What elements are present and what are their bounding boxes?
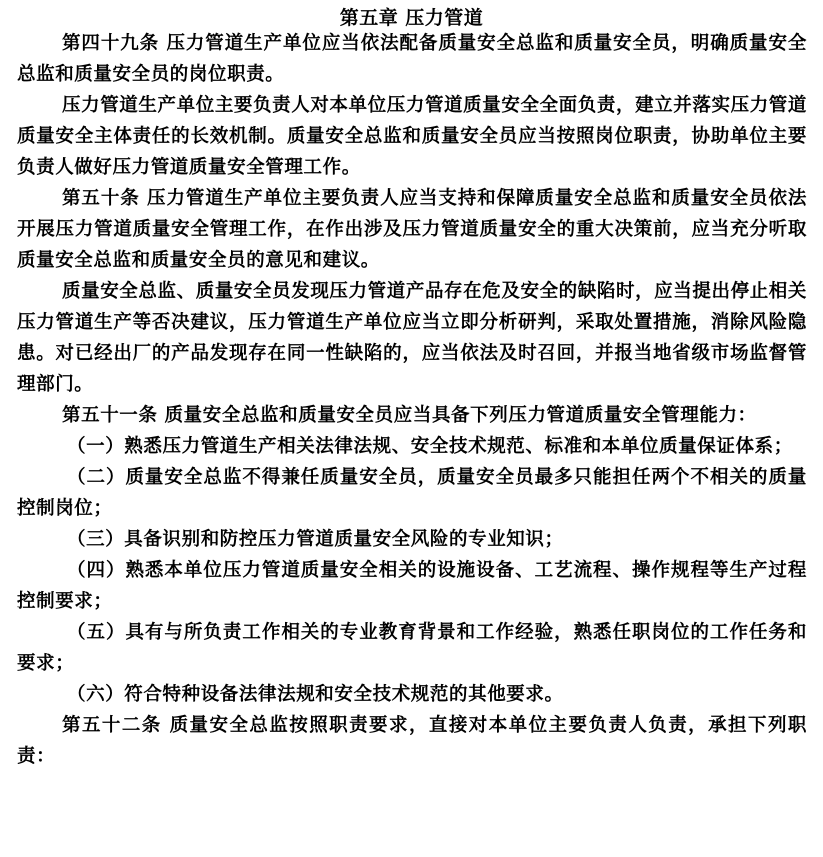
article-51: 第五十一条 质量安全总监和质量安全员应当具备下列压力管道质量安全管理能力： <box>62 405 757 426</box>
list-item-6: （六）符合特种设备法律法规和安全技术规范的其他要求。 <box>67 684 564 705</box>
article-50-body: 质量安全总监、质量安全员发现压力管道产品存在危及安全的缺陷时，应当提出停止相关压力管道生产等否决建议，压力管道生产单位应当立即分析研判，采取处置措施，消除风险隐患。对已经出厂的产品发现存在同一性缺陷的，应当依法及时召回，并报当地省级市场监督管理部门。 <box>17 281 807 395</box>
list-item-2: （二）质量安全总监不得兼任质量安全员，质量安全员最多只能担任两个不相关的质量控制岗位； <box>17 467 807 519</box>
article-49: 第四十九条 压力管道生产单位应当依法配备质量安全总监和质量安全员，明确质量安全总监和质量安全员的岗位职责。 <box>17 33 807 85</box>
article-49-body: 压力管道生产单位主要负责人对本单位压力管道质量安全全面负责，建立并落实压力管道质量安全主体责任的长效机制。质量安全总监和质量安全员应当按照岗位职责，协助单位主要负责人做好压力管道质量安全管理工作。 <box>17 95 807 178</box>
list-item-4: （四）熟悉本单位压力管道质量安全相关的设施设备、工艺流程、操作规程等生产过程控制要求； <box>17 560 807 612</box>
article-50: 第五十条 压力管道生产单位主要负责人应当支持和保障质量安全总监和质量安全员依法开展压力管道质量安全管理工作，在作出涉及压力管道质量安全的重大决策前，应当充分听取质量安全总监和质量安全员的意见和建议。 <box>17 188 807 271</box>
chapter-title: 第五章 压力管道 <box>339 7 484 29</box>
list-item-3: （三）具备识别和防控压力管道质量安全风险的专业知识； <box>67 529 564 550</box>
article-52: 第五十二条 质量安全总监按照职责要求，直接对本单位主要负责人负责，承担下列职责： <box>17 715 807 767</box>
list-item-1: （一）熟悉压力管道生产相关法律法规、安全技术规范、标准和本单位质量保证体系； <box>67 436 793 457</box>
list-item-5: （五）具有与所负责工作相关的专业教育背景和工作经验，熟悉任职岗位的工作任务和要求； <box>17 622 807 674</box>
